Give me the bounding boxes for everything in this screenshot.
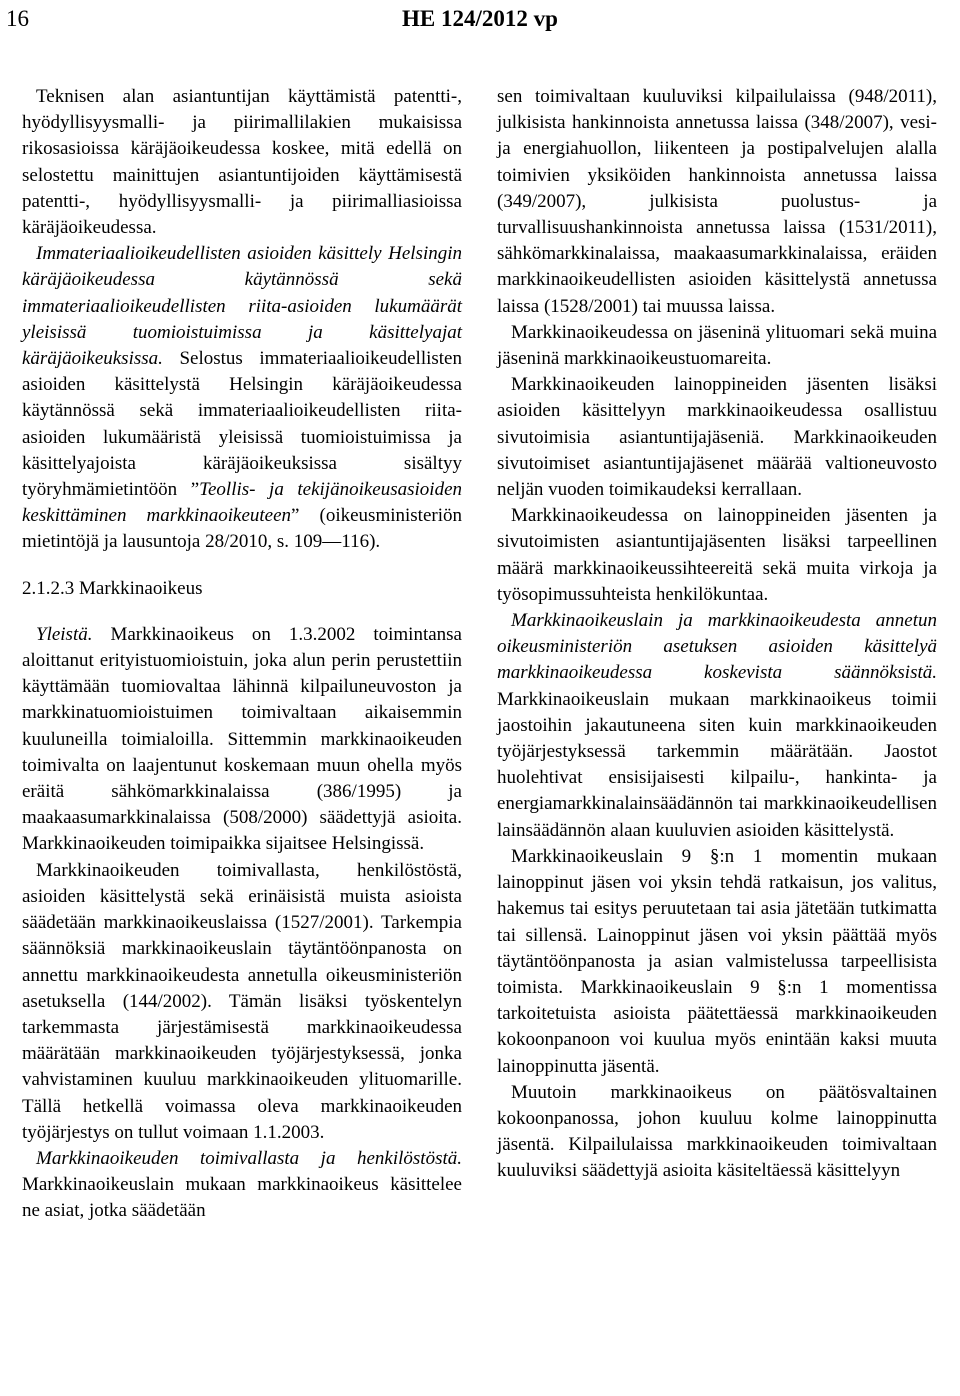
paragraph-expert-members: Markkinaoikeuden lainoppineiden jäsenten lisäksi asioiden käsittelyyn markkinaoikeudessa osallistuu sivutoimisia asiantuntijajäseniä. Markkinaoikeuden sivutoimiset asiantuntijajäsenet määrää valtioneuvosto neljän vuoden toimikaudeksi kerrallaan.: [497, 374, 937, 501]
italic-lead: Markkinaoikeuden toimivallasta ja henkilöstöstä.: [36, 1147, 462, 1169]
paragraph-legislation: Markkinaoikeuden toimivallasta, henkilöstöstä, asioiden käsittelystä sekä erinäisistä muista asioista säädetään markkinaoikeuslaissa (1527/2001). Tarkempia säännöksiä markkinaoikeuslain täytäntöönpanosta on annettu markkinaoikeudesta annetulla oikeusministeriön asetuksella (144/2002). Tämän lisäksi työskentelyn tarkemmasta järjestämisestä markkinaoikeudessa määrätään markkinaoikeuden työjärjestyksessä, jonka vahvistaminen kuuluu markkinaoikeuden ylituomarille. Tällä hetkellä voimassa oleva markkinaoikeuden työjärjestys on tullut voimaan 1.1.2003.: [22, 859, 462, 1143]
paragraph-text: Markkinaoikeus on 1.3.2002 toimintansa aloittanut erityistuomioistuin, joka alun perin perustettiin käyttämään tuomiovaltaa lähinnä kilpailuneuvoston ja markkinatuomioistuimen toimivaltaan aikaisemmin kuuluneilla toimialoilla. Sittemmin markkinaoikeuden toimivalta on laajentunut koskemaan muun ohella myös eräitä sähkömarkkinalaissa (386/1995) ja maakaasumarkkinalaissa (508/2000) säädettyjä asioita. Markkinaoikeuden toimipaikka sijaitsee Helsingissä.: [22, 623, 462, 855]
page-header: [0, 0, 960, 40]
report-title: Teollis- ja tekijänoikeusasioiden keskittäminen markkinaoikeuteen: [22, 479, 463, 527]
document-id: HE 124/2012 vp: [402, 6, 558, 31]
paragraph-general: [22, 622, 462, 858]
right-column: [497, 84, 937, 1185]
italic-lead: Immateriaalioikeudellisten asioiden käsittely Helsingin käräjäoikeudessa käytännössä sekä immateriaalioikeudellisten riita-asioiden lukumäärät yleisissä tuomioistuimissa ja käsittelyajat käräjäoikeuksissa.: [22, 243, 462, 370]
paragraph-expert-use: Teknisen alan asiantuntijan käyttämistä patentti-, hyödyllisyysmalli- ja piirimallilakien mukaisissa rikosasioissa käräjäoikeudessa koskee, mitä edellä on selostettu mainittujen asiantuntijoiden käyttämisestä patentti-, hyödyllisyysmalli- ja piirimalliasioissa käräjäoikeudessa.: [22, 86, 462, 239]
page-number: 16: [6, 6, 29, 31]
paragraph-text: Selostus immateriaalioikeudellisten asioiden käsittelystä Helsingin käräjäoikeudessa käytännössä sekä immateriaalioikeudellisten riita-asioiden lukumääristä yleisissä tuomioistuimissa ja käsittelyajoista käräjäoikeuksissa sisältyy työryhmämietintöön ”: [22, 348, 462, 501]
paragraph-quorum: Muutoin markkinaoikeus on päätösvaltainen kokoonpanossa, johon kuuluu kolme lainoppinutta jäsentä. Kilpailulaissa markkinaoikeuden toimivaltaan kuuluviksi säädettyjä asioita käsiteltäessä käsittelyyn: [497, 1081, 937, 1182]
paragraph-text: Markkinaoikeuslain mukaan markkinaoikeus käsittelee ne asiat, jotka säädetään: [22, 1174, 462, 1222]
paragraph-helsinki-court: [22, 241, 462, 555]
paragraph-competence-cont: sen toimivaltaan kuuluviksi kilpailulaissa (948/2011), julkisista hankinnoista annetussa laissa (348/2007), vesi- ja energiahuollon, liikenteen ja postipalvelujen alalla toimivien yksiköiden hankinnoista annetussa laissa (349/2007), julkisista puolustus- ja turvallisuushankinnoista annetussa laissa (1531/2011), sähkömarkkinalaissa, maakaasumarkkinalaissa, eräiden markkinaoikeudellisten asioiden käsittelystä annetussa laissa (1528/2001) tai muussa laissa.: [497, 86, 937, 317]
section-heading: 2.1.2.3 Markkinaoikeus: [22, 577, 203, 599]
paragraph-competence: [22, 1146, 462, 1225]
italic-lead: Markkinaoikeuslain ja markkinaoikeudesta annetun oikeusministeriön asetuksen asioiden käsittelyä markkinaoikeudessa koskevista säännöksistä.: [497, 610, 937, 684]
paragraph-text: ” (oikeusministeriön mietintöjä ja lausuntoja 28/2010, s. 109—116).: [22, 505, 462, 553]
paragraph-procedure: [497, 608, 937, 844]
paragraph-members: Markkinaoikeudessa on jäseninä ylituomari sekä muina jäseninä markkinaoikeustuomareita.: [497, 321, 937, 370]
paragraph-text: Markkinaoikeuslain mukaan markkinaoikeus toimii jaostoihin jakautuneena siten kuin markkinaoikeuden työjärjestyksessä tarkemmin määrätään. Jaostot huolehtivat ensisijaisesti kilpailu-, hankinta- ja energiamarkkinalainsäädännön tai markkinaoikeudellisen lainsäädännön alaan kuuluvien asioiden käsittelystä.: [497, 688, 937, 841]
left-column: [22, 84, 462, 1225]
paragraph-single-member: Markkinaoikeuslain 9 §:n 1 momentin mukaan lainoppinut jäsen voi yksin tehdä ratkaisun, jos valitus, hakemus tai esitys peruutetaan tai asia jätetään tutkimatta tai sillensä. Lainoppinut jäsen voi yksin päättää myös täytäntöönpanosta ja asian valmistelussa tarpeellisista toimista. Markkinaoikeuslain 9 §:n 1 momentissa tarkoitetuista asioista päätettäessä markkinaoikeuden kokoonpanoon voi kuulua myös enintään kaksi muuta lainoppinutta jäsentä.: [497, 845, 937, 1077]
paragraph-staff: Markkinaoikeudessa on lainoppineiden jäsenten ja sivutoimisten asiantuntijajäsenten lisäksi tarpeellinen määrä markkinaoikeussihteereitä sekä muita virkoja ja työsopimussuhteista henkilökuntaa.: [497, 505, 937, 605]
italic-lead: Yleistä.: [36, 623, 93, 645]
